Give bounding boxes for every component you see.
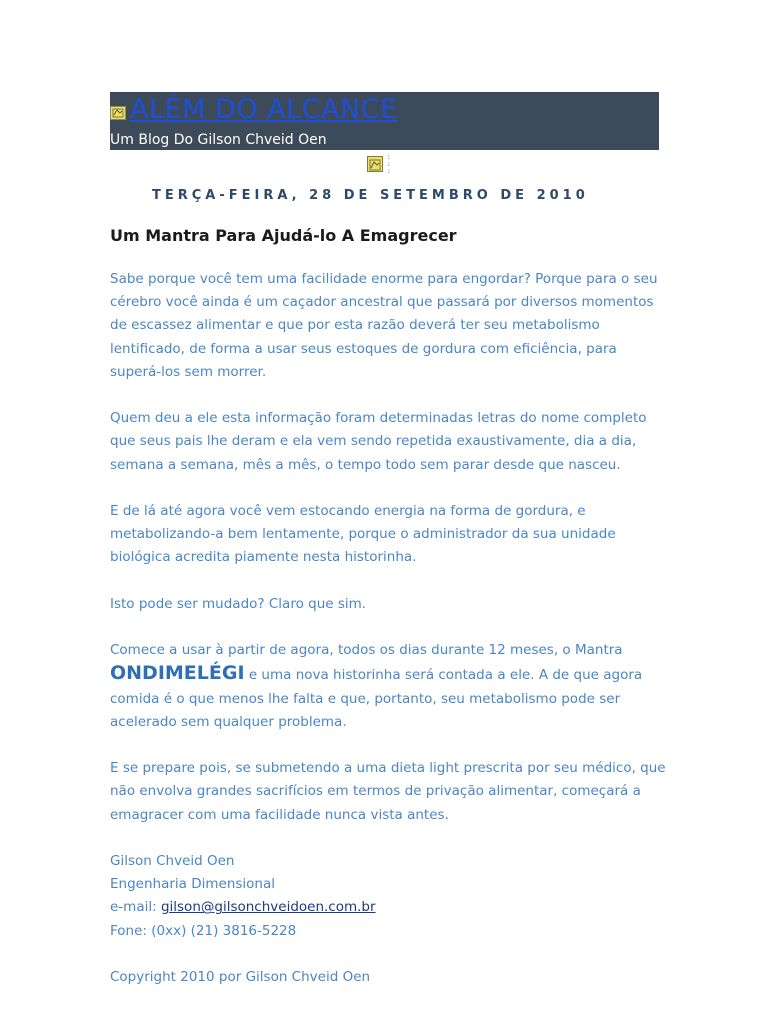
paragraph: Quem deu a ele esta informação foram determinadas letras do nome completo que seus pais lhe deram e ela vem sendo repetida exaustivamente, dia a dia, semana a semana, mês a mês, o tempo todo sem parar desde que nasceu. xyxy=(110,410,647,473)
broken-image-alt: : : : xyxy=(387,154,391,175)
broken-image-icon xyxy=(367,156,383,172)
spacer xyxy=(110,943,670,966)
paragraph: E de lá até agora você vem estocando energia na forma de gordura, e metabolizando-a bem lentamente, porque o administrador da sua unidade biológica acredita piamente nesta historinha. xyxy=(110,503,616,566)
mantra-paragraph xyxy=(110,639,670,734)
signature-phone: Fone: (0xx) (21) 3816-5228 xyxy=(110,922,297,939)
blog-subtitle: Um Blog Do Gilson Chveid Oen xyxy=(110,132,327,148)
closing-paragraph: E se prepare pois, se submetendo a uma dieta light prescrita por seu médico, que não envolva grandes sacrifícios em termos de privação alimentar, começará a emagracer com uma facilidade nunca vista antes. xyxy=(110,760,666,823)
post-title: Um Mantra Para Ajudá-lo A Emagrecer xyxy=(110,226,457,245)
signature-name: Gilson Chveid Oen xyxy=(110,852,235,869)
mantra-word: ONDIMELÉGI xyxy=(110,662,245,685)
broken-image-icon xyxy=(110,106,126,120)
signature-email-line xyxy=(110,896,670,919)
email-label: e-mail: xyxy=(110,899,161,916)
mantra-intro: Comece a usar à partir de agora, todos os dias durante 12 meses, o Mantra xyxy=(110,642,623,659)
blog-header xyxy=(110,92,659,150)
paragraph: Isto pode ser mudado? Claro que sim. xyxy=(110,595,367,612)
blog-title-link[interactable]: ALÉM DO ALCANCE xyxy=(130,94,398,125)
post-date: TERÇA-FEIRA, 28 DE SETEMBRO DE 2010 xyxy=(152,188,589,203)
mantra-rest: e uma nova historinha será contada a ele. A de que agora comida é o que menos lhe falta e que, portanto, seu metabolismo pode ser acelerado sem qualquer problema. xyxy=(110,667,643,730)
email-link[interactable]: gilson@gilsonchveidoen.com.br xyxy=(160,899,376,916)
post-body xyxy=(110,268,670,989)
copyright: Copyright 2010 por Gilson Chveid Oen xyxy=(110,968,371,985)
signature-org: Engenharia Dimensional xyxy=(110,876,275,893)
paragraph: Sabe porque você tem uma facilidade enorme para engordar? Porque para o seu cérebro você ainda é um caçador ancestral que passará por diversos momentos de escassez alimentar e que por esta razão deverá ter seu metabolismo lentificado, de forma a usar seus estoques de gordura com eficiência, para superá-los sem morrer. xyxy=(110,271,658,380)
